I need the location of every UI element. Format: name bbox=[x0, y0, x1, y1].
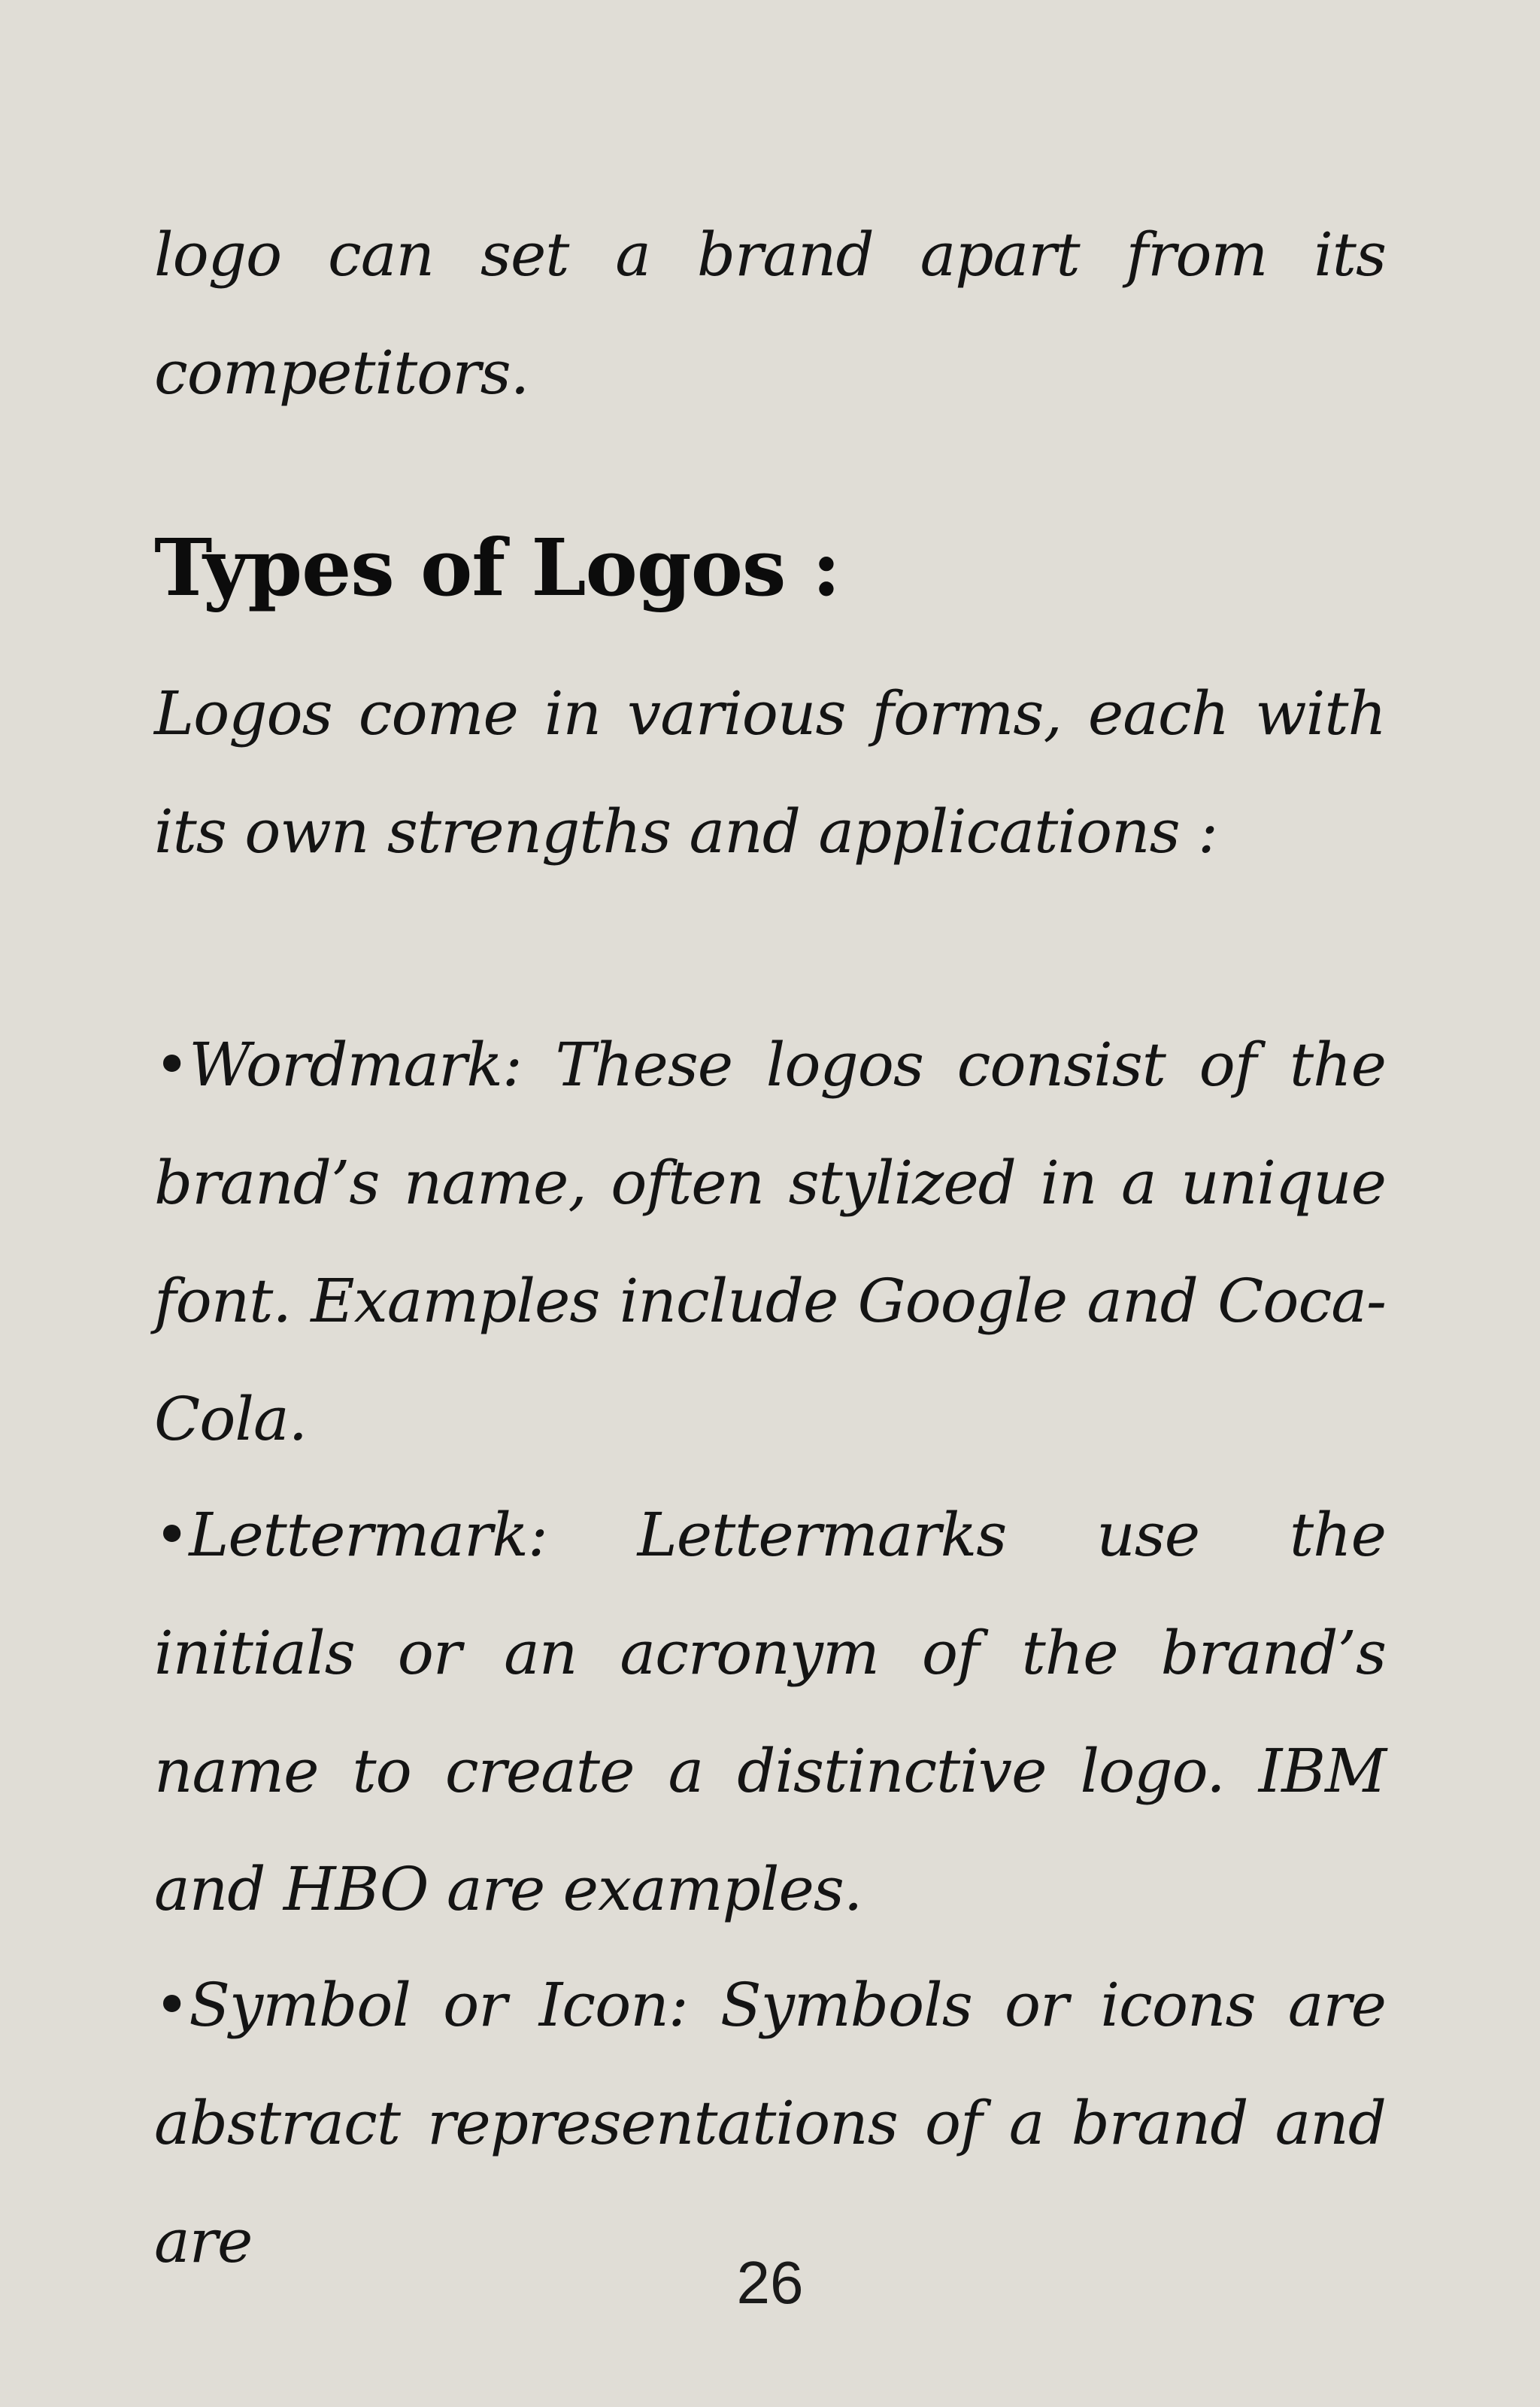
list-item-wordmark: •Wordmark: These logos consist of the brand’s name, often stylized in a unique font. Examples include Google and Coca-Cola. bbox=[154, 1030, 1386, 1454]
list-item-symbol: •Symbol or Icon: Symbols or icons are abstract representations of a brand and are bbox=[154, 1970, 1386, 2276]
section-heading: Types of Logos : bbox=[154, 521, 841, 614]
intro-paragraph: Logos come in various forms, each with its own strengths and applications : bbox=[154, 678, 1386, 867]
list-item-lettermark: •Lettermark: Lettermarks use the initials or an acronym of the brand’s name to create a distinctive logo. IBM and HBO are examples. bbox=[154, 1500, 1386, 1924]
document-page bbox=[154, 0, 1386, 2407]
continuation-paragraph: logo can set a brand apart from its competitors. bbox=[154, 220, 1386, 408]
page-number: 26 bbox=[736, 2249, 804, 2316]
